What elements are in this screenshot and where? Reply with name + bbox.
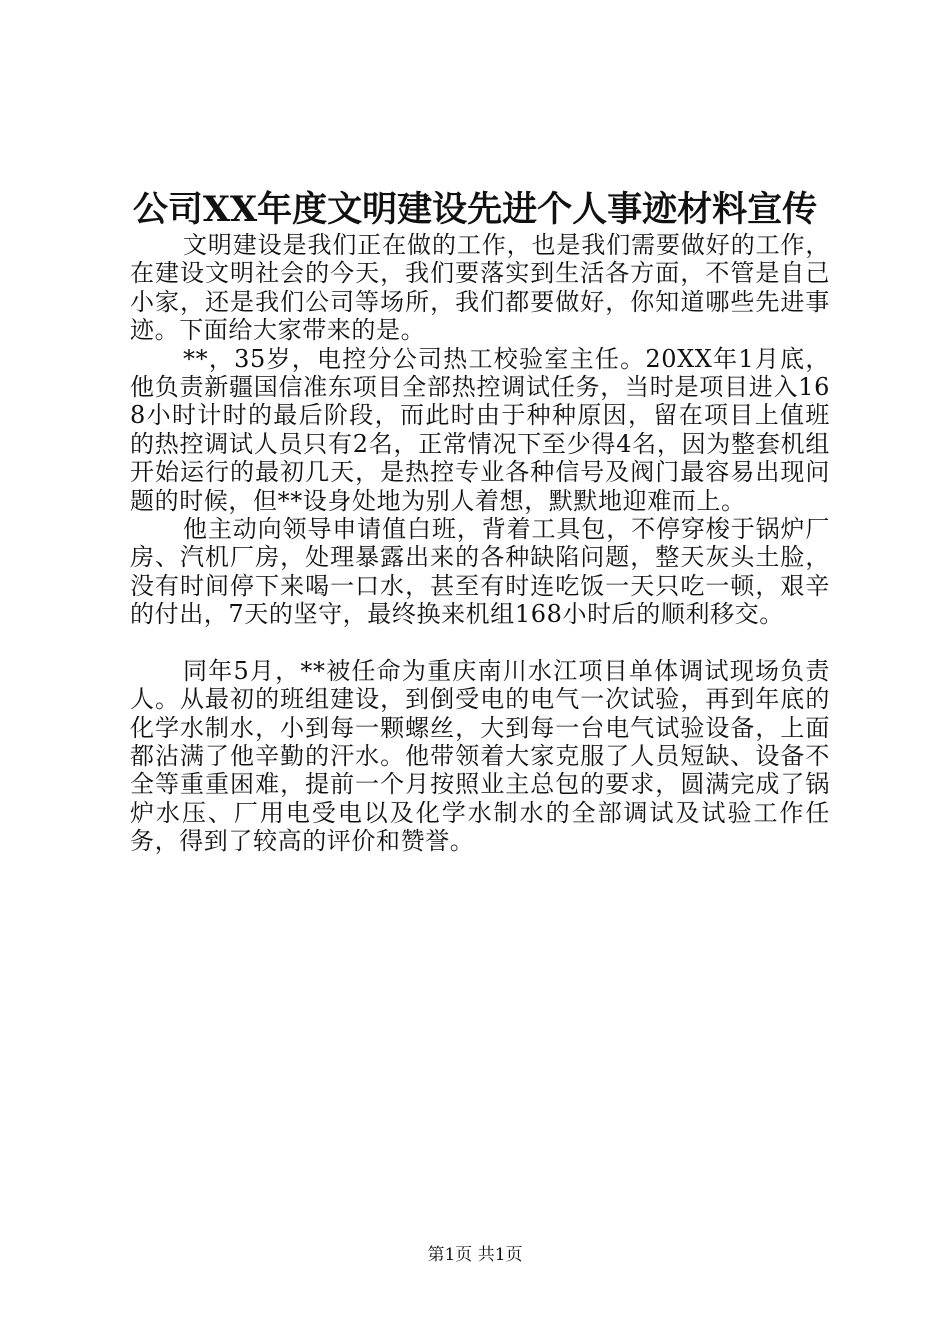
page-footer: 第1页 共1页 [427, 1245, 523, 1265]
paragraph-duty-shift: 他主动向领导申请值白班，背着工具包，不停穿梭于锅炉厂房、汽机厂房，处理暴露出来的各种缺陷问题，整天灰头土脸，没有时间停下来喝一口水，甚至有时连吃饭一天只吃一顿，艰辛的付出，7天的坚守，最终换来机组168小时后的顺利移交。 [130, 515, 830, 629]
document-title: 公司XX年度文明建设先进个人事迹材料宣传 [132, 189, 818, 230]
paragraph-xinjiang-project: **，35岁，电控分公司热工校验室主任。20XX年1月底，他负责新疆国信准东项目全部热控调试任务，当时是项目进入168小时计时的最后阶段，而此时由于种种原因，留在项目上值班的热控调试人员只有2名，正常情况下至少得4名，因为整套机组开始运行的最初几天，是热控专业各种信号及阀门最容易出现问题的时候，但**设身处地为别人着想，默默地迎难而上。 [130, 344, 830, 515]
paragraph-intro: 文明建设是我们正在做的工作，也是我们需要做好的工作，在建设文明社会的今天，我们要落实到生活各方面，不管是自己小家，还是我们公司等场所，我们都要做好，你知道哪些先进事迹。下面给大家带来的是。 [130, 231, 830, 345]
paragraph-chongqing-project: 同年5月，**被任命为重庆南川水江项目单体调试现场负责人。从最初的班组建设，到倒受电的电气一次试验，再到年底的化学水制水，小到每一颗螺丝，大到每一台电气试验设备，上面都沾满了他辛勤的汗水。他带领着大家克服了人员短缺、设备不全等重重困难，提前一个月按照业主总包的要求，圆满完成了锅炉水压、厂用电受电以及化学水制水的全部调试及试验工作任务，得到了较高的评价和赞誉。 [130, 656, 830, 856]
document-body [130, 231, 830, 856]
